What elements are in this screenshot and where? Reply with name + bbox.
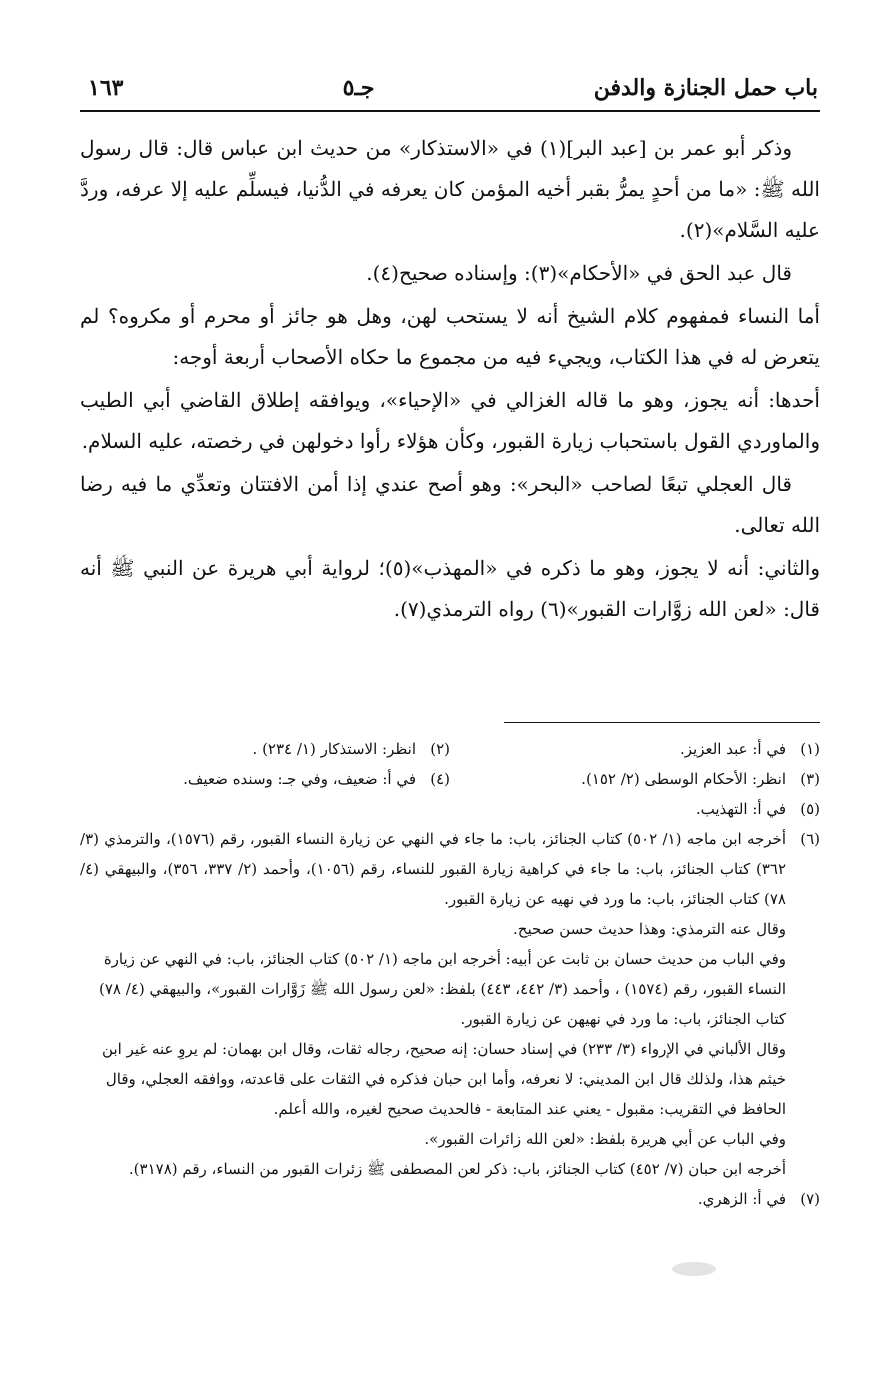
footnote-number: (٦) bbox=[800, 830, 820, 848]
footnote-number: (٧) bbox=[800, 1190, 820, 1208]
footnote bbox=[450, 764, 820, 794]
footnote-row bbox=[80, 734, 820, 764]
footnote-number: (٤) bbox=[430, 770, 450, 788]
footnote bbox=[450, 734, 820, 764]
main-text bbox=[80, 128, 820, 632]
paragraph: قال عبد الحق في «الأحكام»(٣): وإسناده صحيح(٤). bbox=[366, 261, 792, 285]
footnote-number: (٢) bbox=[430, 740, 450, 758]
footnote bbox=[80, 734, 450, 764]
footnote-continuation: وفي الباب من حديث حسان بن ثابت عن أبيه: أخرجه ابن ماجه (١/ ٥٠٢) كتاب الجنائز، باب: في النهي عن زيارة النساء القبور، رقم (١٥٧٤) ، وأحمد (٣/ ٤٤٢، ٤٤٣) بلفظ: «لعن رسول الله ﷺ زَوَّارات القبور»، والبيهقي (٤/ ٧٨) كتاب الجنائز، باب: ما ورد في نهيهن عن زيارة القبور. bbox=[98, 950, 786, 1028]
footnote-continuation: وفي الباب عن أبي هريرة بلفظ: «لعن الله زائرات القبور». bbox=[424, 1130, 786, 1148]
paragraph: والثاني: أنه لا يجوز، وهو ما ذكره في «المهذب»(٥)؛ لرواية أبي هريرة عن النبي ﷺ أنه قال: «لعن الله زوَّارات القبور»(٦) رواه الترمذي(٧). bbox=[80, 556, 820, 621]
footnote bbox=[80, 824, 820, 914]
footnote-number: (٣) bbox=[800, 770, 820, 788]
paragraph: أما النساء فمفهوم كلام الشيخ أنه لا يستحب لهن، وهل هو جائز أو محرم أو مكروه؟ لم يتعرض له في هذا الكتاب، ويجيء فيه من مجموع ما حكاه الأصحاب أربعة أوجه: bbox=[80, 304, 820, 369]
footnote-text: في أ: التهذيب. bbox=[695, 800, 786, 818]
footnote-text: انظر: الاستذكار (١/ ٢٣٤) . bbox=[252, 740, 416, 758]
footnote-text: في أ: عبد العزيز. bbox=[679, 740, 786, 758]
footnote-row bbox=[80, 764, 820, 794]
footnote-continuation: أخرجه ابن حبان (٧/ ٤٥٢) كتاب الجنائز، باب: ذكر لعن المصطفى ﷺ زئرات القبور من النساء، رقم (٣١٧٨). bbox=[128, 1160, 786, 1178]
header-divider bbox=[80, 110, 820, 112]
paragraph: أحدها: أنه يجوز، وهو ما قاله الغزالي في «الإحياء»، ويوافقه إطلاق القاضي أبي الطيب والماوردي القول باستحباب زيارة القبور، وكأن هؤلاء رأوا دخولهن في رخصته، عليه السلام. bbox=[80, 388, 820, 453]
page-number: ١٦٣ bbox=[88, 75, 124, 101]
running-header bbox=[88, 68, 818, 108]
scan-smudge bbox=[672, 1262, 716, 1276]
footnote-text: في أ: ضعيف، وفي جـ: وسنده ضعيف. bbox=[183, 770, 416, 788]
footnote-text: أخرجه ابن ماجه (١/ ٥٠٢) كتاب الجنائز، باب: ما جاء في النهي عن زيارة النساء القبور، رقم (١٥٧٦)، والترمذي (٣/ ٣٦٢) كتاب الجنائز، باب: ما جاء في كراهية زيارة القبور للنساء، رقم (١٠٥٦)، وأحمد (٢/ ٣٣٧، ٣٥٦)، والبيهقي (٤/ ٧٨) كتاب الجنائز، باب: ما ورد في نهيه عن زيارة القبور. bbox=[80, 830, 787, 908]
footnote-continuation: وقال عنه الترمذي: وهذا حديث حسن صحيح. bbox=[513, 920, 786, 938]
footnote-text: في أ: الزهري. bbox=[697, 1190, 786, 1208]
footnote-number: (١) bbox=[800, 740, 820, 758]
footnote-text: انظر: الأحكام الوسطى (٢/ ١٥٢). bbox=[581, 770, 786, 788]
footnote-number: (٥) bbox=[800, 800, 820, 818]
footnote-continuation: وقال الألباني في الإرواء (٣/ ٢٣٣) في إسناد حسان: إنه صحيح، رجاله ثقات، وقال ابن بهمان: لم يروِ عنه غير ابن خيثم هذا، ولذلك قال ابن المديني: لا نعرفه، وأما ابن حبان فذكره في الثقات على قاعدته، ووافقه العجلي، وقال الحافظ في التقريب: مقبول - يعني عند المتابعة - فالحديث صحيح لغيره، والله أعلم. bbox=[102, 1040, 786, 1118]
paragraph: قال العجلي تبعًا لصاحب «البحر»: وهو أصح عندي إذا أمن الافتتان وتعدِّي ما فيه رضا الله تعالى. bbox=[80, 472, 820, 537]
footnotes bbox=[80, 734, 820, 1214]
footnote bbox=[80, 1184, 820, 1214]
footnote bbox=[80, 764, 450, 794]
footnote-divider bbox=[504, 722, 820, 723]
footnote bbox=[80, 794, 820, 824]
volume-label: جـ٥ bbox=[342, 75, 375, 101]
chapter-title: باب حمل الجنازة والدفن bbox=[593, 75, 818, 101]
paragraph: وذكر أبو عمر بن [عبد البر](١) في «الاستذكار» من حديث ابن عباس قال: قال رسول الله ﷺ: «ما من أحدٍ يمرُّ بقبر أخيه المؤمن كان يعرفه في الدُّنيا، فيسلِّم عليه إلا عرفه، وردَّ عليه السَّلام»(٢). bbox=[80, 136, 820, 242]
